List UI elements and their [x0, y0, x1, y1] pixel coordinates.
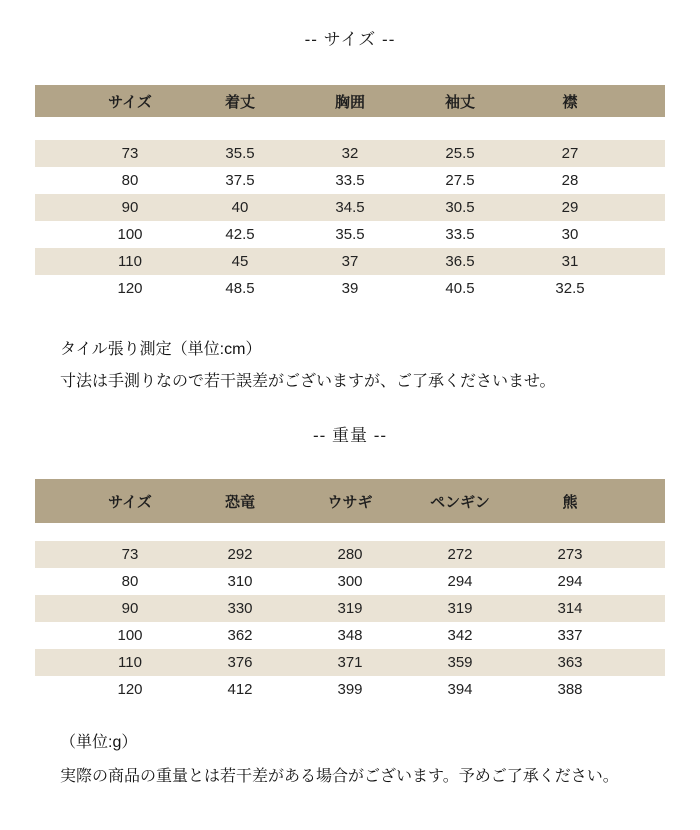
table-cell: 363 [557, 654, 583, 671]
table-cell: 35.5 [225, 145, 255, 162]
table-cell: 330 [227, 600, 253, 617]
table-row [35, 167, 665, 194]
weight-table-header-row [35, 479, 665, 523]
table-cell: 45 [231, 253, 249, 270]
weight-unit-note: （単位:g） [60, 734, 138, 751]
table-cell: 359 [447, 654, 473, 671]
table-cell: 39 [341, 280, 359, 297]
table-cell: 348 [337, 627, 363, 644]
table-cell: 273 [557, 546, 583, 563]
table-cell: 29 [561, 199, 579, 216]
table-cell: 292 [227, 546, 253, 563]
table-cell: 371 [337, 654, 363, 671]
table-cell: 342 [447, 627, 473, 644]
table-cell: 394 [447, 681, 473, 698]
size-table-header-sleeve: 袖丈 [444, 93, 475, 111]
table-cell: 80 [121, 573, 139, 590]
table-cell: 90 [121, 600, 139, 617]
table-cell: 120 [117, 681, 143, 698]
table-cell: 34.5 [335, 199, 365, 216]
table-cell: 300 [337, 573, 363, 590]
table-cell: 40.5 [445, 280, 475, 297]
table-cell: 32 [341, 145, 359, 162]
table-row [35, 649, 665, 676]
table-cell: 73 [121, 546, 139, 563]
table-cell: 33.5 [445, 226, 475, 243]
table-cell: 42.5 [225, 226, 255, 243]
table-cell: 25.5 [445, 145, 475, 162]
table-cell: 272 [447, 546, 473, 563]
table-cell: 110 [118, 253, 142, 270]
table-row [35, 541, 665, 568]
table-cell: 27.5 [445, 172, 475, 189]
table-cell: 362 [227, 627, 253, 644]
table-row [35, 248, 665, 275]
weight-table [35, 479, 665, 703]
table-cell: 28 [561, 172, 579, 189]
size-table [35, 85, 665, 302]
table-cell: 319 [337, 600, 363, 617]
weight-table-header-dinosaur: 恐竜 [224, 493, 255, 511]
table-cell: 27 [561, 145, 579, 162]
table-row [35, 194, 665, 221]
table-cell: 294 [447, 573, 473, 590]
table-cell: 37.5 [225, 172, 255, 189]
size-section-title: -- サイズ -- [304, 30, 396, 49]
table-cell: 48.5 [225, 280, 255, 297]
table-row [35, 568, 665, 595]
weight-table-body [35, 541, 665, 703]
table-cell: 33.5 [335, 172, 365, 189]
table-cell: 280 [337, 546, 363, 563]
size-table-header-chest: 胸囲 [334, 93, 365, 111]
table-cell: 314 [557, 600, 583, 617]
weight-table-header-bear: 熊 [562, 493, 578, 511]
table-cell: 30.5 [445, 199, 475, 216]
size-unit-note: タイル張り測定（単位:cm） [60, 341, 262, 358]
table-row [35, 595, 665, 622]
weight-table-header-penguin: ペンギン [430, 493, 490, 511]
table-cell: 31 [561, 253, 579, 270]
table-row [35, 622, 665, 649]
table-cell: 73 [121, 145, 139, 162]
size-table-header-size: サイズ [108, 93, 152, 111]
table-cell: 388 [557, 681, 583, 698]
table-row [35, 221, 665, 248]
weight-tolerance-note: 実際の商品の重量とは若干差がある場合がございます。予めご了承ください。 [60, 768, 619, 785]
size-tolerance-note: 寸法は手測りなので若干誤差がございますが、ご了承くださいませ。 [60, 373, 556, 390]
weight-table-header-size: サイズ [108, 493, 152, 511]
size-table-header-row [35, 85, 665, 117]
table-cell: 110 [118, 654, 142, 671]
table-cell: 310 [227, 573, 253, 590]
table-cell: 337 [557, 627, 583, 644]
table-cell: 294 [557, 573, 583, 590]
weight-section-title: -- 重量 -- [312, 426, 388, 445]
table-cell: 319 [447, 600, 473, 617]
table-row [35, 140, 665, 167]
table-row [35, 275, 665, 302]
table-cell: 37 [341, 253, 359, 270]
table-cell: 120 [117, 280, 143, 297]
table-cell: 90 [121, 199, 139, 216]
table-cell: 36.5 [445, 253, 475, 270]
table-cell: 376 [227, 654, 253, 671]
weight-table-header-rabbit: ウサギ [327, 493, 373, 511]
table-cell: 35.5 [335, 226, 365, 243]
size-table-header-length: 着丈 [224, 93, 255, 111]
size-table-header-collar: 襟 [562, 93, 578, 111]
table-cell: 100 [117, 226, 143, 243]
table-cell: 100 [117, 627, 143, 644]
size-table-body [35, 140, 665, 302]
table-cell: 32.5 [555, 280, 585, 297]
table-cell: 80 [121, 172, 139, 189]
table-row [35, 676, 665, 703]
table-cell: 40 [231, 199, 249, 216]
table-cell: 30 [561, 226, 579, 243]
table-cell: 412 [227, 681, 253, 698]
table-cell: 399 [337, 681, 363, 698]
